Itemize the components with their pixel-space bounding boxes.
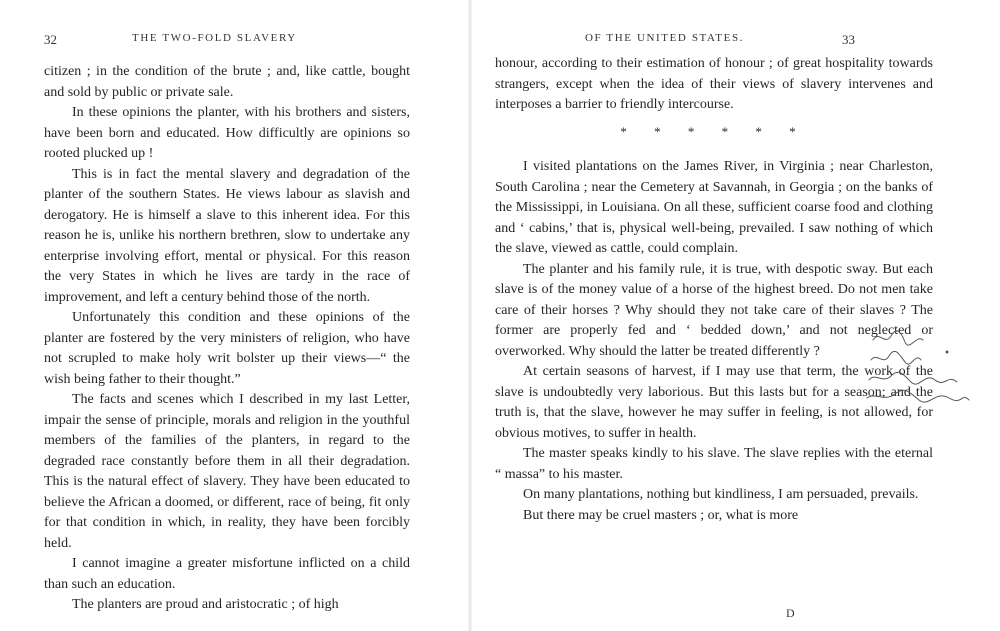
paragraph: The planter and his family rule, it is true, with despotic sway. But each slave is of the money value of a horse of the highest breed. Do not men take care of their horses ? Why should they not take care of their slaves ? The former are properly fed and ‘ bedded down,’ and not neglected or overworked. Why should the latter be treated differently ? <box>495 261 933 359</box>
paragraph: Unfortunately this condition and these opinions of the planter are fostered by the very ministers of religion, who have not scrupled to make holy writ bolster up their views—“ the wish being father to their thought.” <box>44 310 410 387</box>
paragraph: The facts and scenes which I described in my last Letter, impair the sense of principle, morals and religion in the youthful members of the families of the planters, in regard to the degraded race constantly before them in all their degradation. This is the natural effect of slavery. They have been educated to believe the African a doomed, or different, race of being, fit only for that condition in which, in reality, they have been forcibly held. <box>44 392 410 551</box>
paragraph: On many plantations, nothing but kindliness, I am persuaded, prevails. <box>523 487 919 502</box>
paragraph: The planters are proud and aristocratic ; of high <box>72 597 339 612</box>
right-running-head: OF THE UNITED STATES. <box>585 32 745 44</box>
left-page-body <box>44 62 410 616</box>
right-page-body <box>495 54 933 526</box>
paragraph: This is in fact the mental slavery and degradation of the planter of the southern States. He views labour as slavish and derogatory. He is himself a slave to this inherent idea. For this reason he is, unlike his northern brethren, slow to undertake any enterprise involving effort, mental or physical. For this reason the very States in which he lives are tardy in the race of improvement, and left a century behind those of the north. <box>44 166 410 305</box>
paragraph: The master speaks kindly to his slave. The slave replies with the eternal “ massa” to his master. <box>495 446 933 482</box>
right-page <box>470 0 1000 631</box>
paragraph: honour, according to their estimation of honour ; of great hospitality towards strangers, except when the idea of their views of slavery intervenes and interposes a barrier to friendly intercourse. <box>495 56 933 112</box>
left-page <box>0 0 470 631</box>
printer-signature-mark: D <box>786 606 795 620</box>
left-page-number: 32 <box>44 32 57 47</box>
left-running-head: THE TWO-FOLD SLAVERY <box>132 32 297 44</box>
paragraph: But there may be cruel masters ; or, what is more <box>523 507 799 523</box>
paragraph: citizen ; in the condition of the brute ; and, like cattle, bought and sold by public or private sale. <box>44 64 410 100</box>
paragraph: In these opinions the planter, with his brothers and sisters, have been born and educated. How difficultly are opinions so rooted plucked up ! <box>44 105 410 161</box>
paragraph: I visited plantations on the James River, in Virginia ; near Charleston, South Carolina ; near the Cemetery at Savannah, in Georgia ; on the banks of the Mississippi, in Louisiana. On all these, sufficient coarse food and clothing and ‘ cabins,’ that is, physical well-being, prevailed. I saw nothing of which the slave, viewed as cattle, could complain. <box>495 159 933 256</box>
section-break: * * * * * * <box>620 123 808 139</box>
handwritten-marginalia-icon <box>865 322 975 412</box>
paragraph: I cannot imagine a greater misfortune inflicted on a child than such an education. <box>44 556 410 592</box>
right-page-number: 33 <box>842 32 855 47</box>
paragraph: At certain seasons of harvest, if I may use that term, the work of the slave is undoubtedly very laborious. But this lasts but for a season; and the truth is, that the slave, however he may suffer in feeling, is not allowed, for obvious motives, to suffer in health. <box>495 364 933 441</box>
